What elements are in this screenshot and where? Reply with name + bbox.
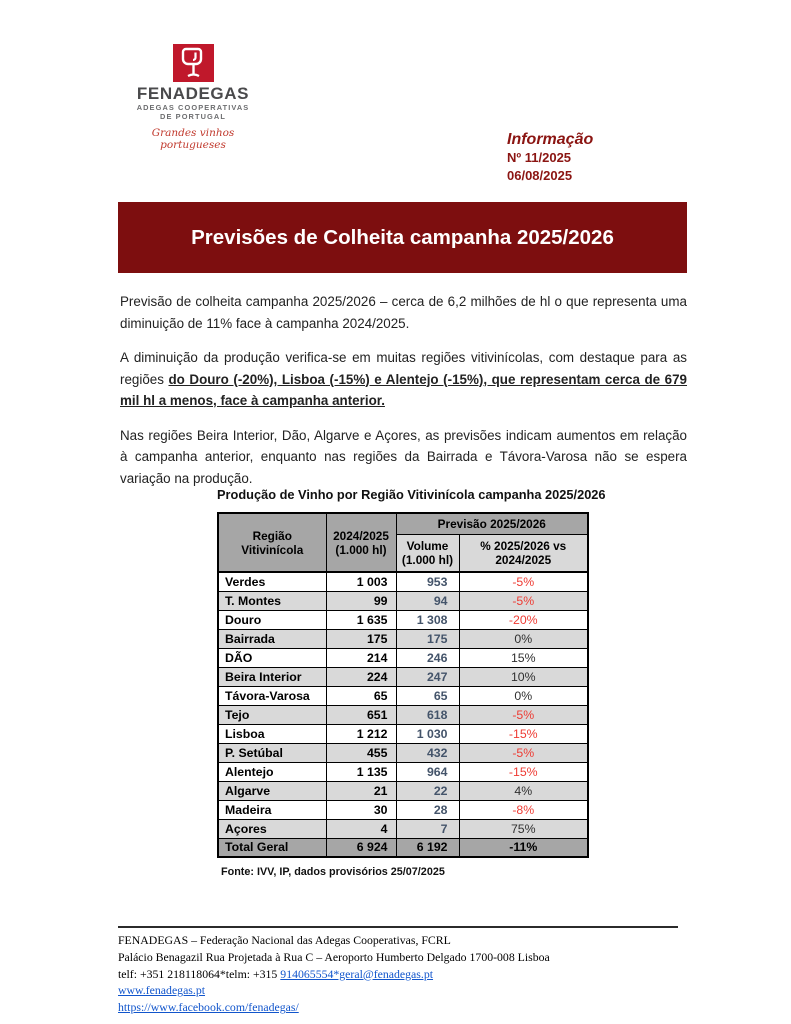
footer-website-link[interactable]: www.fenadegas.pt (118, 983, 206, 998)
footer-address-line: Palácio Benagazil Rua Projetada à Rua C – Aeroporto Humberto Delgado 1700-008 Lisboa (118, 949, 550, 964)
production-table-section (217, 487, 606, 878)
logo-subtitle-line1: ADEGAS COOPERATIVAS (136, 103, 250, 112)
region-cell: Algarve (218, 781, 326, 800)
volume-cell: 65 (396, 686, 459, 705)
volume-cell: 1 030 (396, 724, 459, 743)
region-cell: Tejo (218, 705, 326, 724)
pct-cell: 0% (459, 629, 588, 648)
pct-cell: -20% (459, 610, 588, 629)
prev-cell: 224 (326, 667, 396, 686)
info-block (507, 131, 593, 185)
prev-cell: 21 (326, 781, 396, 800)
header-volume: Volume (1.000 hl) (396, 534, 459, 572)
region-cell: T. Montes (218, 591, 326, 610)
table-total-row (218, 838, 588, 857)
footer-facebook-link[interactable]: https://www.facebook.com/fenadegas/ (118, 1000, 299, 1015)
logo-subtitle-line2: DE PORTUGAL (160, 112, 226, 121)
footer-divider (118, 926, 678, 928)
table-row (218, 686, 588, 705)
table-row (218, 572, 588, 591)
pct-cell: -5% (459, 743, 588, 762)
header-percent: % 2025/2026 vs 2024/2025 (459, 534, 588, 572)
pct-cell: -11% (459, 838, 588, 857)
paragraph-summary: Previsão de colheita campanha 2025/2026 – cerca de 6,2 milhões de hl o que representa uma diminuição de 11% face à campanha 2024/2025. (120, 294, 687, 331)
source-note: Fonte: IVV, IP, dados provisórios 25/07/2025 (221, 866, 445, 878)
region-cell: Total Geral (218, 838, 326, 857)
pct-cell: 0% (459, 686, 588, 705)
volume-cell: 175 (396, 629, 459, 648)
prev-cell: 651 (326, 705, 396, 724)
volume-cell: 6 192 (396, 838, 459, 857)
pct-cell: -8% (459, 800, 588, 819)
table-header-row-1 (218, 513, 588, 534)
prev-cell: 1 635 (326, 610, 396, 629)
region-cell: Madeira (218, 800, 326, 819)
page-footer (118, 926, 678, 1016)
info-number: Nº 11/2025 (507, 150, 572, 165)
volume-cell: 7 (396, 819, 459, 838)
table-row (218, 610, 588, 629)
pct-cell: -15% (459, 762, 588, 781)
region-cell: Bairrada (218, 629, 326, 648)
body-text (120, 291, 687, 502)
volume-cell: 618 (396, 705, 459, 724)
page-title: Previsões de Colheita campanha 2025/2026 (191, 225, 614, 249)
logo-name: FENADEGAS (136, 84, 250, 103)
volume-cell: 1 308 (396, 610, 459, 629)
prev-cell: 175 (326, 629, 396, 648)
prev-cell: 214 (326, 648, 396, 667)
prev-cell: 4 (326, 819, 396, 838)
table-row (218, 629, 588, 648)
paragraph-decrease (120, 347, 687, 412)
table-row (218, 781, 588, 800)
footer-email-link[interactable]: 914065554*geral@fenadegas.pt (280, 966, 434, 981)
header-forecast-group: Previsão 2025/2026 (396, 513, 588, 534)
volume-cell: 953 (396, 572, 459, 591)
table-row (218, 705, 588, 724)
wine-glass-icon (173, 44, 214, 82)
prev-cell: 1 212 (326, 724, 396, 743)
title-banner (118, 202, 687, 273)
region-cell: DÃO (218, 648, 326, 667)
paragraph-decrease-emphasis: do Douro (-20%), Lisboa (-15%) e Alentejo (-15%), que representam cerca de 679 mil hl a menos, face à campanha anterior. (120, 371, 688, 408)
paragraph-decrease-normal: A diminuição da produção verifica-se em muitas regiões vitivinícolas, com destaque para as regiões (120, 350, 687, 387)
prev-cell: 6 924 (326, 838, 396, 857)
production-table (217, 512, 589, 858)
table-row (218, 819, 588, 838)
prev-cell: 30 (326, 800, 396, 819)
prev-cell: 65 (326, 686, 396, 705)
footer-phone-text: telf: +351 218118064*telm: +315 (118, 966, 281, 981)
paragraph-increase: Nas regiões Beira Interior, Dão, Algarve e Açores, as previsões indicam aumentos em relação à campanha anterior, enquanto nas regiões da Bairrada e Távora-Varosa não se espera variação na produção. (120, 427, 687, 486)
table-row (218, 591, 588, 610)
logo-tagline: Grandes vinhos portugueses (151, 127, 235, 151)
header-previous-campaign: 2024/2025 (1.000 hl) (326, 513, 396, 572)
pct-cell: -5% (459, 591, 588, 610)
footer-org-line: FENADEGAS – Federação Nacional das Adegas Cooperativas, FCRL (118, 933, 451, 947)
region-cell: Verdes (218, 572, 326, 591)
pct-cell: -15% (459, 724, 588, 743)
region-cell: Lisboa (218, 724, 326, 743)
volume-cell: 246 (396, 648, 459, 667)
volume-cell: 28 (396, 800, 459, 819)
pct-cell: 10% (459, 667, 588, 686)
header-region: Região Vitivinícola (218, 513, 326, 572)
prev-cell: 99 (326, 591, 396, 610)
volume-cell: 94 (396, 591, 459, 610)
table-row (218, 743, 588, 762)
table-row (218, 667, 588, 686)
prev-cell: 1 003 (326, 572, 396, 591)
table-row (218, 648, 588, 667)
region-cell: P. Setúbal (218, 743, 326, 762)
footer-contact-line (118, 966, 678, 983)
fenadegas-logo (118, 44, 268, 151)
table-row (218, 724, 588, 743)
region-cell: Alentejo (218, 762, 326, 781)
pct-cell: 75% (459, 819, 588, 838)
volume-cell: 964 (396, 762, 459, 781)
region-cell: Távora-Varosa (218, 686, 326, 705)
region-cell: Douro (218, 610, 326, 629)
volume-cell: 432 (396, 743, 459, 762)
region-cell: Beira Interior (218, 667, 326, 686)
table-row (218, 762, 588, 781)
prev-cell: 1 135 (326, 762, 396, 781)
table-title: Produção de Vinho por Região Vitivinícola campanha 2025/2026 (217, 487, 606, 502)
region-cell: Açores (218, 819, 326, 838)
pct-cell: -5% (459, 572, 588, 591)
prev-cell: 455 (326, 743, 396, 762)
table-row (218, 800, 588, 819)
pct-cell: 15% (459, 648, 588, 667)
volume-cell: 22 (396, 781, 459, 800)
pct-cell: 4% (459, 781, 588, 800)
pct-cell: -5% (459, 705, 588, 724)
volume-cell: 247 (396, 667, 459, 686)
info-date: 06/08/2025 (507, 168, 573, 183)
production-table-body (218, 572, 588, 857)
info-title: Informação (507, 131, 594, 148)
